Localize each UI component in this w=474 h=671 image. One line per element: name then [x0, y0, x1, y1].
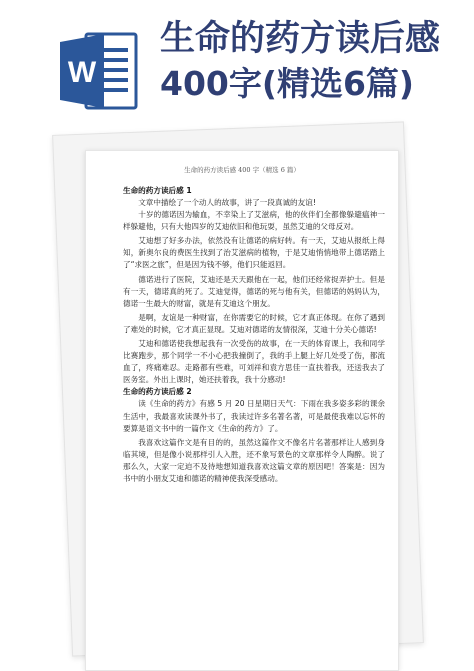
header-banner — [0, 0, 474, 125]
paragraph: 我喜欢这篇作文是有目的的，虽然这篇作文不像名片名著那样让人感到身临其境，但是像小说那样引人入胜，还不象写景色的文章那样令人陶醉。说了那么久，大家一定迫不及待地想知道我喜欢这篇文章的原因吧！答案是：因为书中的小朋友艾迪和德诺的精神使我深受感动。 — [123, 437, 385, 483]
paragraph: 艾迪和德诺使我想起我有一次受伤的故事，在一天的体育课上，我和同学比赛跑步，那个同学一不小心把我撞倒了，我的手上腿上好几处受了伤，都流血了，疼痛难忍。走路都有些难，可刘祥和袁方思佳一直扶着我，还送我去了医务室。外出上课时，她还扶着我，我十分感动! — [123, 339, 385, 385]
paragraph: 十岁的德诺因为输血，不幸染上了艾滋病，他的伙伴们全都像躲避瘟神一样躲避他，只有大他四岁的艾迪依旧和他玩耍，虽然艾迪的父母反对。 — [123, 210, 385, 232]
document-page — [85, 150, 399, 671]
paragraph: 读《生命的药方》有感 5 月 20 日星期日天气：下雨在我多姿多彩的课余生活中，我最喜欢读课外书了，我读过许多名著名著，可是最使我难以忘怀的要算是语文书中的一篇作文《生命的药方》了。 — [123, 399, 385, 433]
page-subtitle: 400字(精选6篇) — [160, 64, 415, 103]
document-body — [123, 185, 385, 485]
paragraph: 是啊，友谊是一种财富，在你需要它的时候，它才真正体现。在你了遇到了难处的时候，它才真正显现。艾迪对德诺的友情很深，艾迪十分关心德诺! — [123, 312, 385, 334]
word-icon-letter: W — [67, 56, 97, 89]
paragraph: 文章中描绘了一个动人的故事，讲了一段真诚的友谊! — [138, 198, 316, 207]
word-document-icon — [60, 30, 138, 112]
section-title: 生命的药方读后感 2 — [123, 387, 192, 397]
page-title: 生命的药方读后感 — [160, 19, 441, 59]
paragraph: 德诺进行了医院，艾迪还是天天跟他在一起，他们还经常捉弄护士。但是有一天，德诺真的死了。艾迪觉得，德诺的死与他有关，但德诺的妈妈认为，德诺一生最大的财富，就是有艾迪这个朋友。 — [123, 274, 385, 308]
running-head: 生命的药方读后感 400 字（精选 6 篇） — [184, 166, 300, 174]
paragraph: 艾迪想了好多办法，依然没有让德诺的病好转。有一天，艾迪从报纸上得知，新奥尔良的费医生找到了治艾滋病的植物，于是艾迪悄悄地带上德诺踏上了“求医之旅”，但是因为钱不够，他们只能返回。 — [123, 236, 385, 270]
section-title: 生命的药方读后感 1 — [123, 186, 192, 195]
